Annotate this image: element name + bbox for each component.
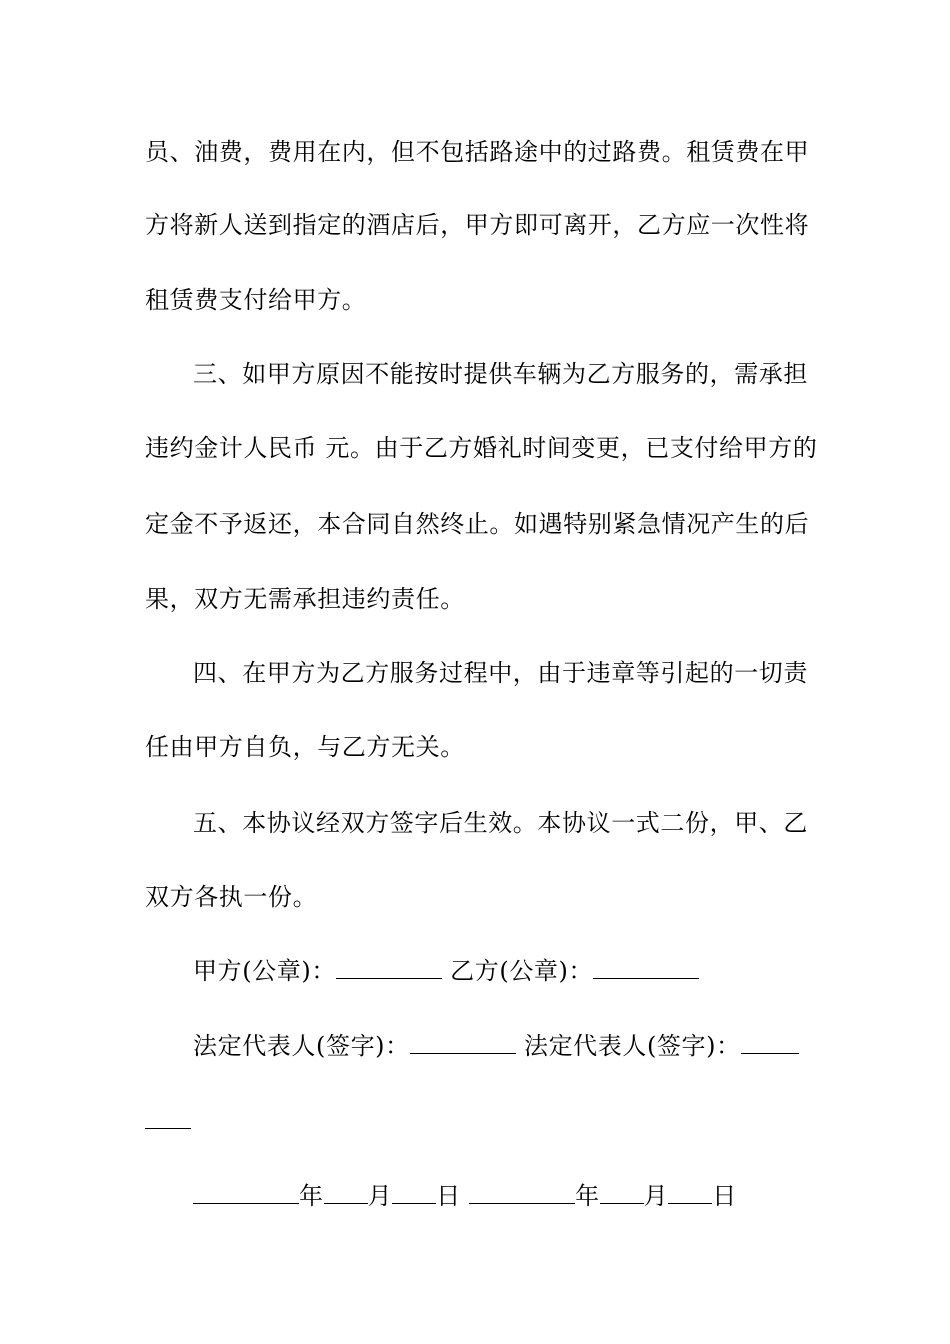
party-b-seal-label: 乙方(公章)：	[450, 957, 594, 985]
party-a-seal-blank	[336, 956, 442, 979]
paragraph-line: 租赁费支付给甲方。	[145, 286, 367, 314]
clause-four-line: 四、在甲方为乙方服务过程中，由于违章等引起的一切责	[193, 659, 808, 687]
year-blank-a	[193, 1181, 299, 1204]
day-blank-a	[392, 1181, 436, 1204]
month-label-a: 月	[367, 1182, 393, 1210]
rep-a-blank	[410, 1031, 516, 1054]
month-label-b: 月	[643, 1182, 669, 1210]
day-label-b: 日	[712, 1182, 737, 1210]
party-b-seal-blank	[593, 956, 699, 979]
year-label-a: 年	[299, 1182, 324, 1210]
clause-five-line: 五、本协议经双方签字后生效。本协议一式二份，甲、乙	[193, 809, 808, 837]
paragraph-line: 定金不予返还，本合同自然终止。如遇特别紧急情况产生的后	[145, 510, 810, 538]
year-label-b: 年	[575, 1182, 600, 1210]
rep-b-label: 法定代表人(签字)：	[523, 1032, 741, 1060]
paragraph-line: 任由甲方自负，与乙方无关。	[145, 733, 465, 761]
paragraph-line: 双方各执一份。	[145, 883, 318, 911]
day-label-a: 日	[436, 1182, 461, 1210]
paragraph-line: 方将新人送到指定的酒店后，甲方即可离开，乙方应一次性将	[145, 211, 810, 239]
rep-a-label: 法定代表人(签字)：	[193, 1032, 410, 1060]
representative-signature-row	[193, 1031, 858, 1061]
clause-three-line: 三、如甲方原因不能按时提供车辆为乙方服务的，需承担	[193, 360, 808, 388]
month-blank-a	[324, 1181, 368, 1204]
year-blank-b	[469, 1181, 575, 1204]
representative-wrap-row	[145, 1106, 810, 1136]
party-a-seal-label: 甲方(公章)：	[193, 957, 336, 985]
paragraph-line: 员、油费，费用在内，但不包括路途中的过路费。租赁费在甲	[145, 138, 810, 166]
rep-b-blank-continued	[145, 1106, 191, 1129]
rep-b-blank	[741, 1031, 799, 1054]
seal-signature-row	[193, 956, 858, 986]
date-row	[193, 1181, 858, 1211]
month-blank-b	[600, 1181, 644, 1204]
day-blank-b	[668, 1181, 712, 1204]
paragraph-line: 违约金计人民币 元。由于乙方婚礼时间变更，已支付给甲方的	[145, 434, 818, 462]
paragraph-line: 果，双方无需承担违约责任。	[145, 585, 465, 613]
